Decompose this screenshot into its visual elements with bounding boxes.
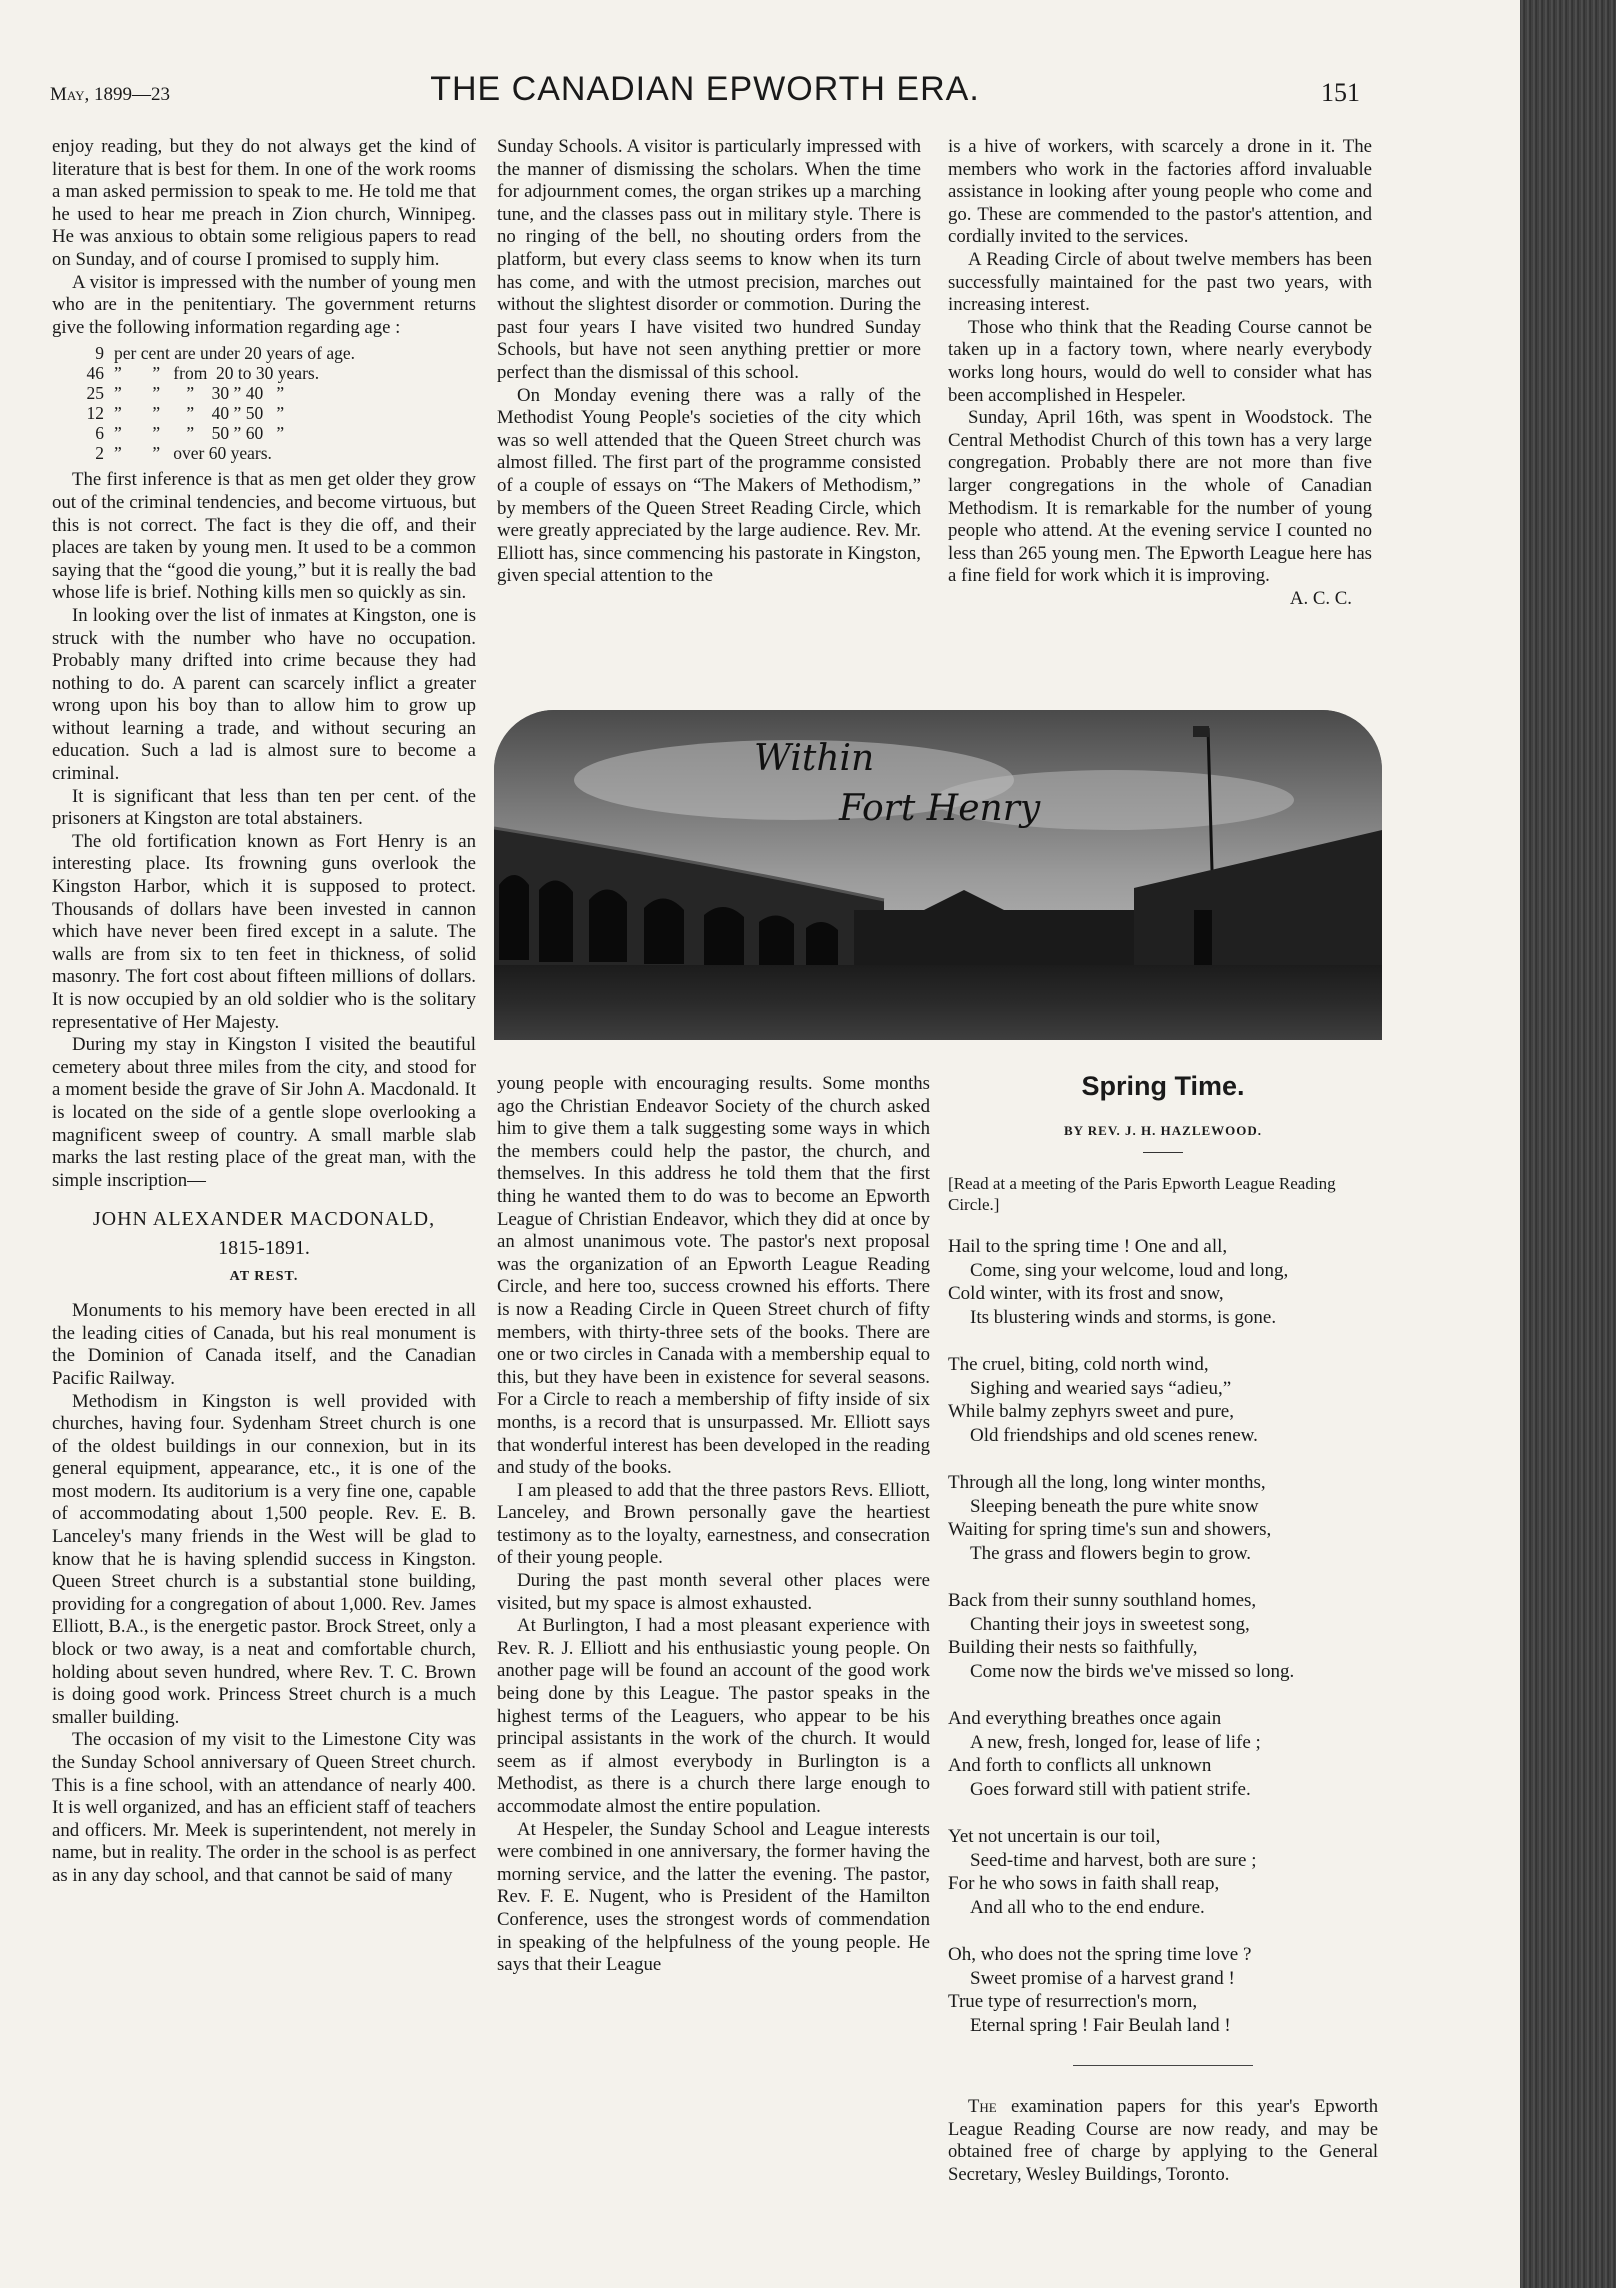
poem-stanza	[948, 1943, 1378, 2037]
paragraph: Monuments to his memory have been erected in all the leading cities of Canada, but his real monument is the Dominion of Canada itself, and the Canadian Pacific Railway.	[52, 1300, 476, 1389]
paragraph: Methodism in Kingston is well provided with churches, having four. Sydenham Street church is one of the oldest buildings in our connexion, but in its general equipment, appearance, etc., it is one of the most modern. Its auditorium is a very fine one, capable of accommodating about 1,500 people. Rev. E. B. Lanceley's many friends in the West will be glad to know that he is having splendid success in Kingston. Queen Street church is a substantial stone building, providing for a congregation of about 1,000. Rev. James Elliott, B.A., is the energetic pastor. Brock Street, only a block or two away, is a neat and comfortable church, holding about seven hundred, where Rev. T. C. Brown is doing good work. Princess Street church is a much smaller building.	[52, 1390, 476, 1728]
column-3-top	[948, 136, 1372, 686]
poem-line: True type of resurrection's morn,	[948, 1991, 1198, 2013]
poem-stanza	[948, 1825, 1378, 1919]
age-percent: 9	[95, 343, 104, 364]
poem-line: The grass and flowers begin to grow.	[970, 1542, 1252, 1564]
photo-caption-1: Within	[754, 738, 875, 779]
age-row	[74, 363, 361, 383]
poem-line: Oh, who does not the spring time love ?	[948, 1944, 1252, 1966]
epitaph-years: 1815-1891.	[218, 1236, 310, 1259]
poem-line: Back from their sunny southland homes,	[948, 1590, 1257, 1612]
page-header	[50, 70, 1360, 118]
divider	[1143, 1152, 1183, 1153]
poem-stanza	[948, 1471, 1378, 1565]
poem-line: The cruel, biting, cold north wind,	[948, 1354, 1209, 1376]
poem-line: Seed-time and harvest, both are sure ;	[970, 1849, 1257, 1871]
paragraph: During my stay in Kingston I visited the beautiful cemetery about three miles from the city, and stood for a moment beside the grave of Sir John A. Macdonald. It is located on the side of a gentle slope overlooking a magnificent sweep of country. A small marble slab marks the last resting place of the great man, with the simple inscription—	[52, 1034, 476, 1191]
poem-line: Eternal spring ! Fair Beulah land !	[970, 2014, 1231, 2036]
age-text: per cent are under 20 years of age.	[114, 343, 355, 364]
column-2-top	[497, 136, 921, 686]
age-text: ” ” ” 30 ” 40 ”	[114, 383, 285, 404]
journal-title: THE CANADIAN EPWORTH ERA.	[430, 70, 980, 108]
paragraph: At Hespeler, the Sunday School and League interests were combined in one anniversary, the former having the morning service, and the latter the evening. The pastor, Rev. F. E. Nugent, who is President of the Hamilton Conference, uses the strongest words of commendation in speaking of the helpfulness of the young people. He says that their League	[497, 1818, 930, 1976]
epitaph-name: JOHN ALEXANDER MACDONALD,	[92, 1208, 436, 1231]
age-text: ” ” ” 50 ” 60 ”	[114, 423, 285, 444]
poem-line: Come now the birds we've missed so long.	[970, 1660, 1295, 1682]
poem-stanza	[948, 1353, 1378, 1447]
paragraph: is a hive of workers, with scarcely a drone in it. The members who work in the factories afford invaluable assistance in looking after young people who come and go. These are commended to the pastor's attention, and cordially invited to the services.	[948, 136, 1372, 248]
page-number: 151	[1321, 78, 1360, 107]
poem-line: For he who sows in faith shall reap,	[948, 1873, 1220, 1895]
poem-line: And all who to the end endure.	[970, 1896, 1205, 1918]
poem-line: Come, sing your welcome, loud and long,	[970, 1259, 1289, 1281]
book-page-edges	[1520, 0, 1616, 2288]
poem-line: And everything breathes once again	[948, 1708, 1222, 1730]
age-percent: 6	[95, 423, 104, 444]
poem-stanza	[948, 1707, 1378, 1801]
poem-line: Old friendships and old scenes renew.	[970, 1424, 1258, 1446]
photo-caption-2: Fort Henry	[839, 788, 1041, 829]
poem-title: Spring Time.	[1081, 1071, 1245, 1101]
paragraph: Those who think that the Reading Course cannot be taken up in a factory town, where nearly everybody works long hours, would do well to consider what has been accomplished in Hespeler.	[948, 316, 1372, 406]
poem-line: Building their nests so faithfully,	[948, 1637, 1198, 1659]
divider	[1073, 2065, 1253, 2066]
age-text: ” ” over 60 years.	[114, 443, 272, 464]
poem-note: [Read at a meeting of the Paris Epworth League Reading Circle.]	[948, 1174, 1336, 1215]
age-row	[74, 403, 361, 423]
paragraph: On Monday evening there was a rally of the Methodist Young People's societies of the city which was so well attended that the Queen Street church was almost filled. The first part of the programme consisted of a couple of essays on “The Makers of Methodism,” by members of the Queen Street Reading Circle, which were greatly appreciated by the large audience. Rev. Mr. Elliott has, since commencing his pastorate in Kingston, given special attention to the	[497, 384, 921, 587]
paragraph: The first inference is that as men get older they grow out of the criminal tendencies, and become virtuous, but this is not correct. The fact is they die off, and their places are taken by young men. It used to be a common saying that the “good die young,” but it is really the bad whose life is brief. Nothing kills men so quickly as sin.	[52, 469, 476, 604]
age-percent: 25	[86, 383, 104, 404]
notice-paragraph	[948, 2096, 1378, 2186]
age-text: ” ” from 20 to 30 years.	[114, 363, 320, 384]
paragraph: I am pleased to add that the three pastors Revs. Elliott, Lanceley, and Brown personally gave the heartiest testimony as to the loyalty, earnestness, and consecration of their young people.	[497, 1479, 930, 1569]
poem-line: And forth to conflicts all unknown	[948, 1755, 1212, 1777]
column-3-bottom	[948, 1065, 1378, 2265]
age-row	[74, 443, 361, 463]
poem-line: Its blustering winds and storms, is gone.	[970, 1306, 1277, 1328]
poem-line: While balmy zephyrs sweet and pure,	[948, 1401, 1234, 1423]
poem-line: Sweet promise of a harvest grand !	[970, 1967, 1235, 1989]
age-row	[74, 343, 361, 363]
age-percent: 2	[95, 443, 104, 464]
poem-line: Through all the long, long winter months,	[948, 1472, 1266, 1494]
poem-stanza	[948, 1235, 1378, 1329]
poem-stanza	[948, 1589, 1378, 1683]
age-table	[74, 343, 361, 463]
poem-line: Chanting their joys in sweetest song,	[970, 1613, 1250, 1635]
paragraph: A Reading Circle of about twelve members has been successfully maintained for the past two years, with increasing interest.	[948, 248, 1372, 316]
paragraph: In looking over the list of inmates at Kingston, one is struck with the number who have no occupation. Probably many drifted into crime because they had nothing to do. A parent can scarcely inflict a greater wrong upon his boy than to allow him to grow up without learning a trade, and without securing an education. Such a lad is almost sure to become a criminal.	[52, 604, 476, 785]
fort-illustration	[494, 710, 1382, 1040]
issue-date: May, 1899—23	[50, 84, 170, 105]
age-percent: 12	[86, 403, 104, 424]
age-percent: 46	[86, 363, 104, 384]
paragraph: During the past month several other places were visited, but my space is almost exhausted.	[497, 1570, 930, 1614]
signature: A. C. C.	[1289, 587, 1352, 609]
notice-lead: The	[968, 2096, 997, 2118]
age-text: ” ” ” 40 ” 50 ”	[114, 403, 285, 424]
column-1	[52, 136, 476, 2266]
poem-byline: BY REV. J. H. HAZLEWOOD.	[1063, 1122, 1263, 1138]
age-row	[74, 423, 361, 443]
paragraph: Sunday Schools. A visitor is particularly impressed with the manner of dismissing the scholars. When the time for adjournment comes, the organ strikes up a marching tune, and the classes pass out in military style. There is no ringing of the bell, no shouting orders from the platform, but every class seems to know when its turn has come, and with the utmost precision, marches out without the slightest disorder or commotion. During the past four years I have visited two hundred Sunday Schools, but have not seen anything prettier or more perfect than the dismissal of this school.	[497, 136, 921, 383]
paragraph: Sunday, April 16th, was spent in Woodstock. The Central Methodist Church of this town has a very large congregation. Probably there are not more than five larger congregations in the whole of Canadian Methodism. It is remarkable for the number of young people who attend. At the evening service I counted no less than 265 young men. The Epworth League here has a fine field for work which it is improving.	[948, 407, 1372, 587]
poem-line: Goes forward still with patient strife.	[970, 1778, 1251, 1800]
paragraph: The occasion of my visit to the Limestone City was the Sunday School anniversary of Queen Street church. This is a fine school, with an attendance of nearly 400. It is well organized, and has an efficient staff of teachers and officers. Mr. Meek is superintendent, not merely in name, but in reality. The order in the school is as perfect as in any day school, and that cannot be said of many	[52, 1729, 476, 1886]
paragraph: A visitor is impressed with the number of young men who are in the penitentiary. The government returns give the following information regarding age :	[52, 271, 476, 338]
notice-text: examination papers for this year's Epworth League Reading Course are now ready, and may be obtained free of charge by applying to the General Secretary, Wesley Buildings, Toronto.	[948, 2096, 1378, 2185]
age-row	[74, 383, 361, 403]
poem-line: Sleeping beneath the pure white snow	[970, 1495, 1259, 1517]
fort-henry-photograph	[494, 710, 1382, 1040]
poem-line: A new, fresh, longed for, lease of life ;	[970, 1731, 1261, 1753]
paragraph: young people with encouraging results. Some months ago the Christian Endeavor Society of the church asked him to give them a talk suggesting some ways in which the members could help the pastor, the church, and themselves. In this address he told them that the first thing he wanted them to do was to become an Epworth League of Christian Endeavor, which they did at once by an almost unanimous vote. The pastor's next proposal was the organization of an Epworth League Reading Circle, and here too, success crowned his efforts. There is now a Reading Circle in Queen Street church of fifty members, with thirty-three sets of the books. There are one or two circles in Canada with a membership equal to this, but they have been in existence for several seasons. For a Circle to reach a membership of fifty inside of six months, is a record that is unsurpassed. Mr. Elliott says that wonderful interest has been developed in the reading and study of the books.	[497, 1073, 930, 1479]
poem-line: Hail to the spring time ! One and all,	[948, 1236, 1228, 1258]
paragraph: It is significant that less than ten per cent. of the prisoners at Kingston are total abstainers.	[52, 785, 476, 830]
poem-line: Sighing and wearied says “adieu,”	[970, 1377, 1232, 1399]
poem-line: Waiting for spring time's sun and showers,	[948, 1519, 1272, 1541]
epitaph-rest: AT REST.	[229, 1268, 299, 1284]
paragraph: At Burlington, I had a most pleasant experience with Rev. R. J. Elliott and his enthusiastic young people. On another page will be found an account of the good work being done by this League. The pastor speaks in the highest terms of the Leaguers, who appear to be his principal assistants in the work of the church. It would seem as if almost everybody in Burlington is a Methodist, as there is a church there large enough to accommodate almost the entire population.	[497, 1615, 930, 1817]
column-2-bottom	[497, 1073, 930, 2273]
paragraph: The old fortification known as Fort Henry is an interesting place. Its frowning guns overlook the Kingston Harbor, which it is supposed to protect. Thousands of dollars have been invested in cannon which have never been fired except in a salute. The walls are from six to ten feet in thickness, of solid masonry. The fort cost about fifteen millions of dollars. It is now occupied by an old soldier who is the solitary representative of Her Majesty.	[52, 830, 476, 1033]
paragraph: enjoy reading, but they do not always get the kind of literature that is best for them. In one of the work rooms a man asked permission to speak to me. He told me that he used to hear me preach in Zion church, Winnipeg. He was anxious to obtain some religious papers to read on Sunday, and of course I promised to supply him.	[52, 136, 476, 270]
poem-line: Cold winter, with its frost and snow,	[948, 1283, 1224, 1305]
poem-line: Yet not uncertain is our toil,	[948, 1826, 1161, 1848]
